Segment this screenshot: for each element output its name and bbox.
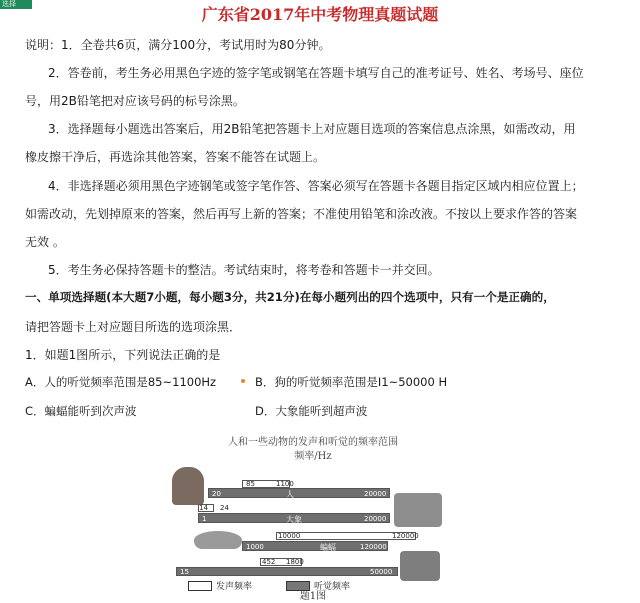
dog-image [400,551,440,581]
figure-caption: 题1图 [299,591,327,602]
tick-label: 50000 [370,568,393,576]
option-b: B．狗的听觉频率范围是I1~50000 H [255,375,448,389]
tick-label: 20000 [364,490,387,498]
tick-label: 120000 [392,532,419,540]
instruction-line: 无效 。 [25,235,65,249]
tick-label: 85 [246,480,255,488]
tick-label: 20000 [364,515,387,523]
option-c: C．蝙蝠能听到次声波 [25,404,137,418]
instruction-line: 说明：1．全卷共6页，满分100分，考试用时为80分钟。 [25,38,331,52]
section-heading-cont: 请把答题卡上对应题目所选的选项涂黑． [25,320,242,334]
instruction-line: 橡皮擦干净后，再选涂其他答案，答案不能答在试题上。 [25,150,326,164]
legend-emit-label: 发声频率 [216,582,253,592]
tick-label: 1 [202,515,207,523]
tick-label: 452 [262,558,276,566]
corner-badge: 选择 [0,0,32,9]
page-title: 广东省2017年中考物理真题试题 [201,5,439,24]
human-hear-bar [208,488,390,498]
bar-label: 大象 [286,515,302,524]
bar-label: 人 [286,490,294,499]
option-a: A．人的听觉频率范围是85~1100Hz [25,375,217,389]
instruction-line: 4．非选择题必须用黑色字迹钢笔或签字笔作答、答案必须写在答题卡各题目指定区域内相应位置上； [48,179,584,193]
dog-hear-bar [176,567,398,576]
figure-title: 人和一些动物的发声和听觉的频率范围 [228,437,398,448]
bat-image [194,531,242,549]
frequency-range-figure [168,433,458,603]
instruction-line: 号，用2B铅笔把对应该号码的标号涂黑。 [25,94,245,108]
instruction-line: 2．答卷前，考生务必用黑色字迹的签字笔或钢笔在答题卡填写自己的准考证号、姓名、考场号、座位 [48,66,584,80]
option-d: D．大象能听到超声波 [255,404,368,418]
tick-label: 1000 [246,543,264,551]
tick-label: 14 [199,504,208,512]
section-heading: 一、单项选择题(本大题7小题，每小题3分，共21分)在每小题列出的四个选项中，只有一个是正确的， [25,290,555,304]
legend-hear-label: 听觉频率 [314,582,351,592]
instruction-line: 3．选择题每小题选出答案后，用2B铅笔把答题卡上对应题目选项的答案信息点涂黑，如需改动，用 [48,122,576,136]
tick-label: 1100 [276,480,294,488]
elephant-image [394,493,442,527]
question-stem: 1．如题1图所示，下列说法正确的是 [25,348,221,362]
tick-label: 120000 [360,543,387,551]
tick-label: 20 [212,490,221,498]
instruction-line: 5．考生务必保持答题卡的整洁。考试结束时，将考卷和答题卡一并交回。 [48,263,440,277]
tick-label: 24 [220,504,229,512]
instruction-line: 如需改动，先划掉原来的答案，然后再写上新的答案；不准使用铅笔和涂改液。不按以上要求作答的答案 [25,207,578,221]
tick-label: 15 [180,568,189,576]
human-image [172,467,204,505]
tick-label: 1800 [286,558,304,566]
figure-axis-label: 频率/Hz [294,451,332,462]
bar-label: 蝙蝠 [320,543,336,552]
tick-label: 10000 [278,532,301,540]
mark-dot [241,379,245,383]
